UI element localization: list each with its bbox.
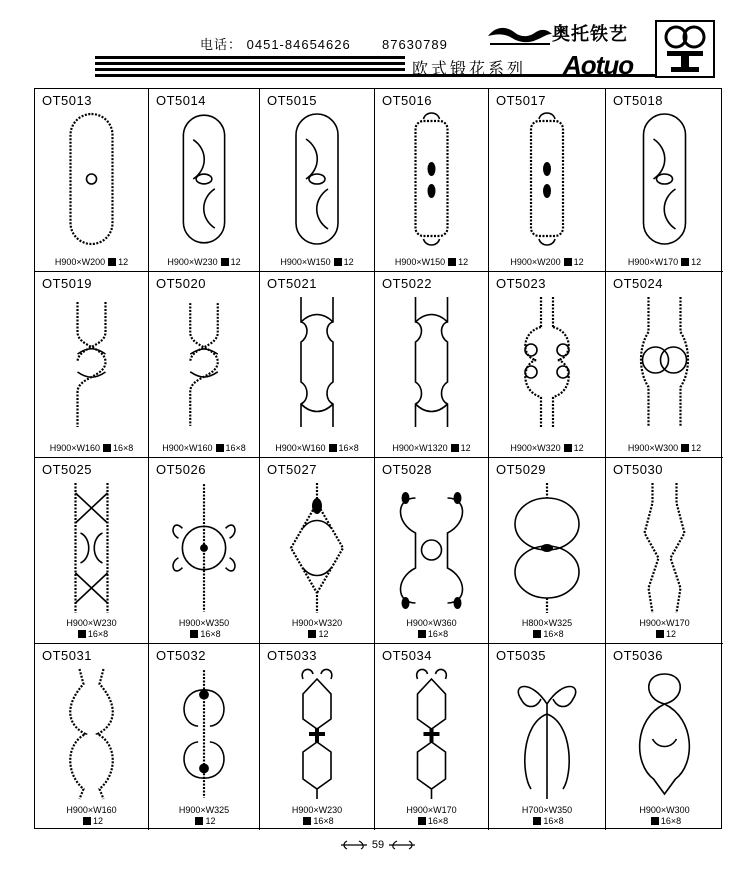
page-number: 59 (371, 838, 385, 851)
product-code: OT5014 (156, 93, 206, 108)
dragon-emblem-icon (486, 22, 554, 50)
product-cell-ot5017 (489, 89, 606, 272)
product-code: OT5024 (613, 276, 663, 291)
section-text: 12 (230, 257, 241, 267)
page-footer (0, 838, 756, 852)
square-bar-icon (329, 444, 337, 452)
square-bar-icon (533, 630, 541, 638)
product-dimensions (606, 805, 723, 827)
product-cell-ot5013 (35, 89, 149, 272)
product-code: OT5023 (496, 276, 546, 291)
page-header (0, 0, 756, 86)
product-cell-ot5021 (260, 272, 375, 458)
size-text: H900×W230 (291, 805, 343, 815)
square-bar-icon (216, 444, 224, 452)
product-dimensions (149, 257, 259, 268)
section-text: 12 (691, 257, 702, 267)
wrought-iron-baluster-icon (35, 292, 148, 432)
series-title: 欧式锻花系列 (412, 59, 527, 78)
size-text: H900×W350 (178, 618, 230, 628)
wrought-iron-baluster-icon (606, 109, 723, 249)
wrought-iron-baluster-icon (260, 292, 374, 432)
section-text: 16×8 (225, 443, 246, 453)
section-text: 12 (460, 443, 471, 453)
product-cell-ot5023 (489, 272, 606, 458)
product-code: OT5018 (613, 93, 663, 108)
product-cell-ot5032 (149, 644, 260, 830)
square-bar-icon (681, 444, 689, 452)
product-grid (34, 88, 722, 829)
phone-line (200, 34, 448, 53)
product-cell-ot5035 (489, 644, 606, 830)
square-bar-icon (78, 630, 86, 638)
size-text: H700×W350 (521, 805, 573, 815)
wrought-iron-baluster-icon (35, 664, 148, 804)
size-text: H900×W170 (406, 805, 457, 815)
square-bar-icon (418, 817, 426, 825)
product-code: OT5013 (42, 93, 92, 108)
square-bar-icon (681, 258, 689, 266)
product-code: OT5035 (496, 648, 546, 663)
phone-number-1: 0451-84654626 (246, 37, 351, 52)
product-dimensions (149, 805, 259, 827)
square-bar-icon (108, 258, 116, 266)
size-text: H900×W160 (275, 443, 326, 453)
product-cell-ot5027 (260, 458, 375, 644)
section-text: 12 (665, 629, 676, 639)
product-cell-ot5014 (149, 89, 260, 272)
square-bar-icon (190, 630, 198, 638)
product-dimensions (375, 618, 488, 640)
product-dimensions (606, 443, 723, 454)
square-bar-icon (656, 630, 664, 638)
wrought-iron-baluster-icon (149, 109, 259, 249)
wrought-iron-baluster-icon (489, 109, 605, 249)
product-dimensions (35, 257, 148, 268)
product-cell-ot5034 (375, 644, 489, 830)
product-code: OT5015 (267, 93, 317, 108)
square-bar-icon (418, 630, 426, 638)
size-text: H900×W160 (49, 443, 100, 453)
phone-label: 电话： (200, 37, 243, 52)
size-text: H900×W1320 (392, 443, 448, 453)
product-dimensions (606, 618, 723, 640)
product-dimensions (260, 257, 374, 268)
product-dimensions (260, 443, 374, 454)
size-text: H900×W300 (639, 805, 690, 815)
product-dimensions (35, 618, 148, 640)
section-text: 16×8 (87, 629, 109, 639)
wrought-iron-baluster-icon (606, 478, 723, 618)
square-bar-icon (651, 817, 659, 825)
product-cell-ot5025 (35, 458, 149, 644)
brand-chinese-name: 奥托铁艺 (552, 24, 628, 45)
wrought-iron-baluster-icon (35, 478, 148, 618)
product-code: OT5016 (382, 93, 432, 108)
brand-english-name: Aotuo (563, 50, 634, 80)
section-text: 12 (92, 816, 103, 826)
section-text: 12 (573, 257, 584, 267)
section-text: 12 (318, 629, 329, 639)
wrought-iron-baluster-icon (606, 292, 723, 432)
scroll-ornament-icon (339, 838, 369, 852)
section-text: 16×8 (200, 629, 221, 639)
size-text: H900×W230 (66, 618, 117, 628)
section-text: 16×8 (543, 816, 564, 826)
product-dimensions (606, 257, 723, 268)
product-cell-ot5022 (375, 272, 489, 458)
square-bar-icon (195, 817, 203, 825)
wrought-iron-baluster-icon (489, 664, 605, 804)
wrought-iron-baluster-icon (606, 664, 723, 804)
product-cell-ot5028 (375, 458, 489, 644)
product-code: OT5033 (267, 648, 317, 663)
product-dimensions (35, 443, 148, 454)
product-code: OT5030 (613, 462, 663, 477)
product-cell-ot5036 (606, 644, 723, 830)
wrought-iron-baluster-icon (375, 109, 488, 249)
square-bar-icon (451, 444, 459, 452)
square-bar-icon (564, 444, 572, 452)
brand-logo-icon (655, 20, 715, 78)
product-cell-ot5024 (606, 272, 723, 458)
product-dimensions (35, 805, 148, 827)
wrought-iron-baluster-icon (35, 109, 148, 249)
size-text: H900×W150 (394, 257, 446, 267)
product-dimensions (260, 805, 374, 827)
section-text: 12 (205, 816, 216, 826)
square-bar-icon (103, 444, 111, 452)
size-text: H900×W150 (280, 257, 331, 267)
wrought-iron-baluster-icon (260, 664, 374, 804)
product-cell-ot5031 (35, 644, 149, 830)
product-code: OT5022 (382, 276, 432, 291)
square-bar-icon (533, 817, 541, 825)
product-dimensions (489, 257, 605, 268)
size-text: H900×W160 (66, 805, 117, 815)
size-text: H900×W170 (627, 257, 679, 267)
product-code: OT5025 (42, 462, 92, 477)
product-dimensions (375, 805, 488, 827)
product-code: OT5028 (382, 462, 432, 477)
square-bar-icon (303, 817, 311, 825)
product-code: OT5031 (42, 648, 92, 663)
section-text: 16×8 (338, 443, 359, 453)
wrought-iron-baluster-icon (489, 478, 605, 618)
square-bar-icon (308, 630, 316, 638)
wrought-iron-baluster-icon (375, 478, 488, 618)
section-text: 16×8 (427, 629, 449, 639)
product-dimensions (375, 443, 488, 454)
section-text: 16×8 (543, 629, 564, 639)
product-cell-ot5029 (489, 458, 606, 644)
square-bar-icon (334, 258, 342, 266)
section-text: 12 (573, 443, 584, 453)
section-text: 16×8 (313, 816, 334, 826)
product-code: OT5034 (382, 648, 432, 663)
product-cell-ot5015 (260, 89, 375, 272)
wrought-iron-baluster-icon (149, 664, 259, 804)
product-dimensions (260, 618, 374, 640)
product-dimensions (149, 443, 259, 454)
size-text: H900×W200 (510, 257, 561, 267)
product-code: OT5017 (496, 93, 546, 108)
product-code: OT5032 (156, 648, 206, 663)
size-text: H900×W200 (54, 257, 106, 267)
product-cell-ot5018 (606, 89, 723, 272)
square-bar-icon (221, 258, 229, 266)
product-code: OT5036 (613, 648, 663, 663)
product-code: OT5020 (156, 276, 206, 291)
product-cell-ot5033 (260, 644, 375, 830)
product-code: OT5026 (156, 462, 206, 477)
section-text: 12 (691, 443, 702, 453)
size-text: H900×W300 (627, 443, 679, 453)
section-text: 16×8 (427, 816, 449, 826)
product-dimensions (489, 805, 605, 827)
square-bar-icon (83, 817, 91, 825)
size-text: H900×W160 (162, 443, 213, 453)
section-text: 16×8 (113, 443, 134, 453)
size-text: H900×W320 (291, 618, 343, 628)
section-text: 16×8 (660, 816, 682, 826)
wrought-iron-baluster-icon (260, 109, 374, 249)
product-cell-ot5026 (149, 458, 260, 644)
square-bar-icon (448, 258, 456, 266)
size-text: H900×W230 (167, 257, 218, 267)
product-dimensions (149, 618, 259, 640)
section-text: 12 (118, 257, 129, 267)
product-cell-ot5020 (149, 272, 260, 458)
product-cell-ot5030 (606, 458, 723, 644)
size-text: H800×W325 (521, 618, 573, 628)
wrought-iron-baluster-icon (260, 478, 374, 618)
wrought-iron-baluster-icon (489, 292, 605, 432)
product-code: OT5027 (267, 462, 317, 477)
size-text: H900×W320 (510, 443, 561, 453)
square-bar-icon (564, 258, 572, 266)
section-text: 12 (458, 257, 469, 267)
scroll-ornament-icon (387, 838, 417, 852)
wrought-iron-baluster-icon (375, 292, 488, 432)
phone-number-2: 87630789 (381, 37, 448, 52)
product-cell-ot5016 (375, 89, 489, 272)
product-dimensions (489, 618, 605, 640)
product-code: OT5029 (496, 462, 546, 477)
size-text: H900×W325 (178, 805, 230, 815)
wrought-iron-baluster-icon (149, 292, 259, 432)
wrought-iron-baluster-icon (149, 478, 259, 618)
size-text: H900×W360 (406, 618, 457, 628)
product-code: OT5019 (42, 276, 92, 291)
section-text: 12 (343, 257, 354, 267)
wrought-iron-baluster-icon (375, 664, 488, 804)
product-code: OT5021 (267, 276, 317, 291)
size-text: H900×W170 (639, 618, 690, 628)
product-dimensions (489, 443, 605, 454)
product-dimensions (375, 257, 488, 268)
product-cell-ot5019 (35, 272, 149, 458)
